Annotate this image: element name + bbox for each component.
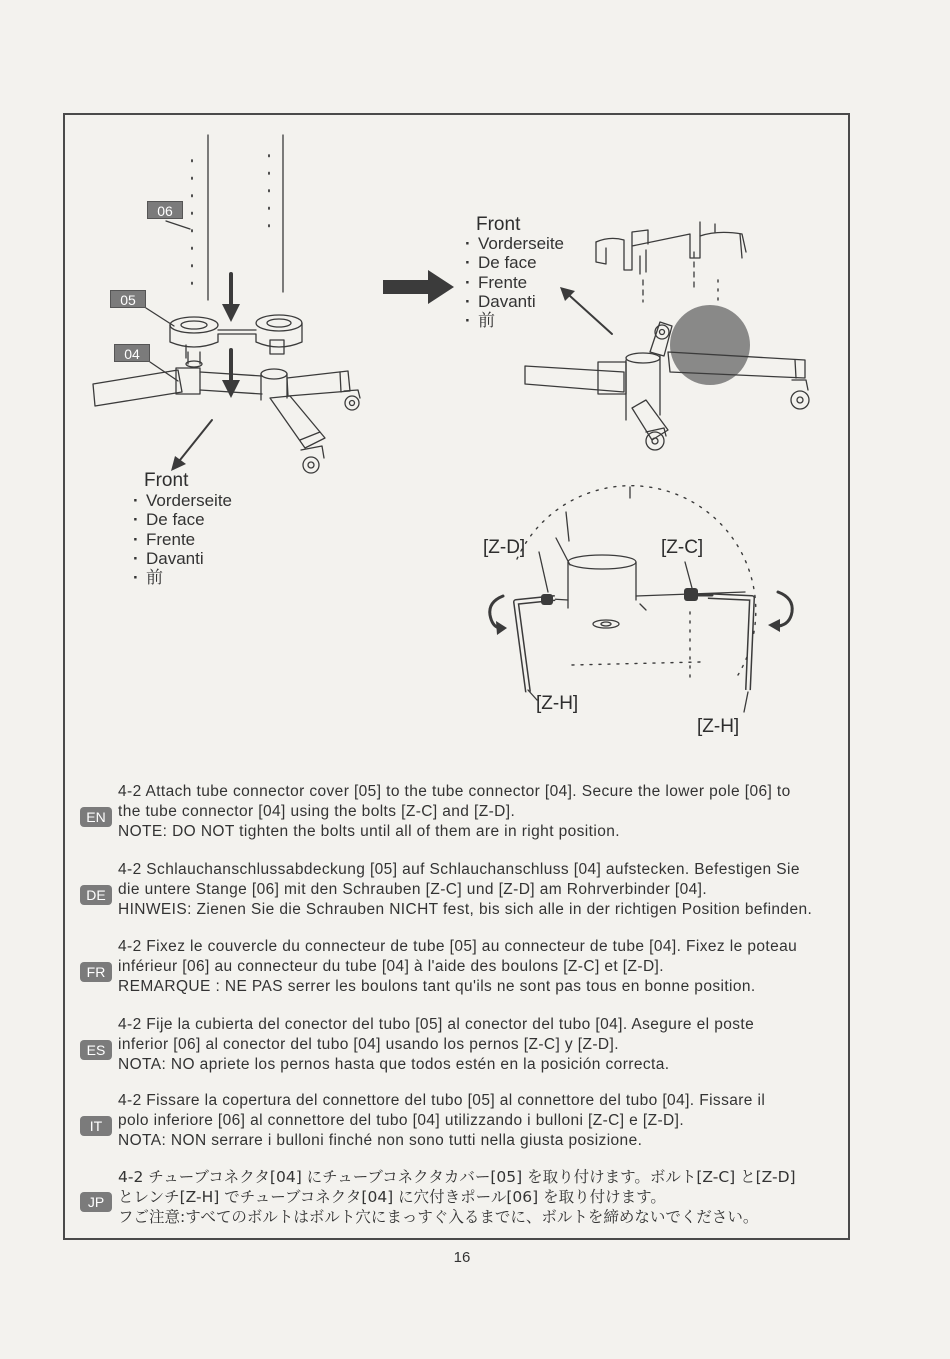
label-z-d: [Z-D] [483, 537, 526, 558]
bolt-z-d [541, 594, 553, 605]
instruction-fr [86, 937, 838, 997]
language-badge-de: DE [80, 885, 112, 905]
caster-wheel-icon [344, 390, 360, 410]
instruction-it [89, 1091, 838, 1151]
instruction-de [86, 860, 838, 920]
instruction-es [86, 1015, 838, 1075]
lower-pole-06 [192, 135, 283, 300]
instruction-line: 4-2 Fije la cubierta del conector del tubo [05] al conector del tubo [04]. Asegure el poste [118, 1016, 755, 1033]
instruction-line: とレンチ[Z-H] でチューブコネクタ[04] に穴付きポール[06] を取り付けます。 [118, 1188, 666, 1206]
instruction-note: HINWEIS: Zienen Sie die Schrauben NICHT fest, bis sich alle in der richtigen Position befinden. [118, 901, 813, 918]
down-arrow-icon [222, 274, 240, 322]
front-translation-item: · 前 [478, 311, 564, 330]
tube-connector-cover-05-assembled [596, 222, 746, 306]
rotate-arrow-icon-left [490, 596, 507, 635]
language-badge-en: EN [80, 807, 112, 827]
language-badge-it: IT [80, 1116, 112, 1136]
caster-wheel-icon [301, 446, 324, 473]
instruction-line: inférieur [06] au connecteur du tube [04] à l'aide des boulons [Z-C] et [Z-D]. [118, 958, 664, 975]
front-heading: Front [476, 214, 521, 235]
instruction-en [86, 782, 838, 842]
part-tag-06: 06 [147, 201, 183, 219]
caster-wheel-icon [646, 428, 666, 450]
page-number: 16 [453, 1249, 471, 1266]
instruction-line: 4-2 Fissare la copertura del connettore del tubo [05] al connettore del tubo [04]. Fissare il [118, 1092, 766, 1109]
instruction-note: フご注意:すべてのボルトはボルト穴にまっすぐ入るまでに、ボルトを締めないでください。 [118, 1208, 759, 1226]
front-translation-list [478, 234, 564, 330]
front-translation-item: · De face [146, 510, 232, 529]
instruction-note: NOTA: NON serrare i bulloni finché non sono tutti nella giusta posizione. [118, 1132, 643, 1149]
detail-pole-and-hub [535, 538, 745, 680]
instruction-line: 4-2 チューブコネクタ[04] にチューブコネクタカバー[05] を取り付けます。ボルト[Z-C] と[Z-D] [118, 1168, 796, 1186]
rotate-arrow-icon-right [768, 592, 792, 632]
instruction-note: REMARQUE : NE PAS serrer les boulons tant qu'ils ne sont pas tous en bonne position. [118, 978, 756, 995]
front-translation-item: · 前 [146, 568, 232, 587]
front-heading: Front [144, 470, 189, 491]
label-z-h-right: [Z-H] [697, 716, 740, 737]
hex-key-z-h-right [708, 596, 752, 690]
tube-connector-cover-05 [170, 315, 302, 358]
instruction-line: die untere Stange [06] mit den Schrauben [Z-C] und [Z-D] am Rohrverbinder [04]. [118, 881, 708, 898]
front-translation-item: · Davanti [146, 549, 232, 568]
front-translation-item: · Frente [146, 530, 232, 549]
label-z-h-left: [Z-H] [536, 693, 579, 714]
assembled-base-illustration [525, 322, 805, 440]
front-translation-item: · De face [478, 253, 564, 272]
part-tag-04: 04 [114, 344, 150, 362]
detail-leader-lines [528, 552, 748, 712]
part-tag-05: 05 [110, 290, 146, 308]
front-translation-item: · Davanti [478, 292, 564, 311]
front-translation-list [146, 491, 232, 587]
front-direction-arrow-icon [171, 420, 212, 471]
instruction-line: 4-2 Fixez le couvercle du connecteur de tube [05] au connecteur de tube [04]. Fixez le poteau [118, 938, 798, 955]
language-badge-es: ES [80, 1040, 112, 1060]
front-translation-item: · Vorderseite [146, 491, 232, 510]
front-direction-arrow-icon [560, 287, 612, 334]
part-leader-lines [146, 221, 190, 381]
tube-connector-base-04 [93, 352, 350, 448]
instruction-line: polo inferiore [06] al connettore del tubo [04] utilizzando i bulloni [Z-C] e [Z-D]. [118, 1112, 685, 1129]
instruction-line: 4-2 Attach tube connector cover [05] to the tube connector [04]. Secure the lower pole [06] to [118, 783, 791, 800]
instruction-line: the tube connector [04] using the bolts [Z-C] and [Z-D]. [118, 803, 516, 820]
language-badge-fr: FR [80, 962, 112, 982]
instruction-note: NOTA: NO apriete los pernos hasta que todos estén en la posición correcta. [118, 1056, 670, 1073]
instruction-line: inferior [06] al conector del tubo [04] usando los pernos [Z-C] y [Z-D]. [118, 1036, 619, 1053]
next-step-arrow-icon [383, 270, 454, 304]
front-translation-item: · Frente [478, 273, 564, 292]
instruction-note: NOTE: DO NOT tighten the bolts until all of them are in right position. [118, 823, 620, 840]
label-z-c: [Z-C] [661, 537, 704, 558]
caster-wheel-icon [791, 380, 809, 409]
bolt-z-c [684, 588, 712, 601]
front-translation-item: · Vorderseite [478, 234, 564, 253]
instruction-line: 4-2 Schlauchanschlussabdeckung [05] auf Schlauchanschluss [04] aufstecken. Befestigen Sie [118, 861, 800, 878]
hex-key-z-h-left [516, 598, 555, 692]
instruction-jp [87, 1167, 838, 1227]
language-badge-jp: JP [80, 1192, 112, 1212]
